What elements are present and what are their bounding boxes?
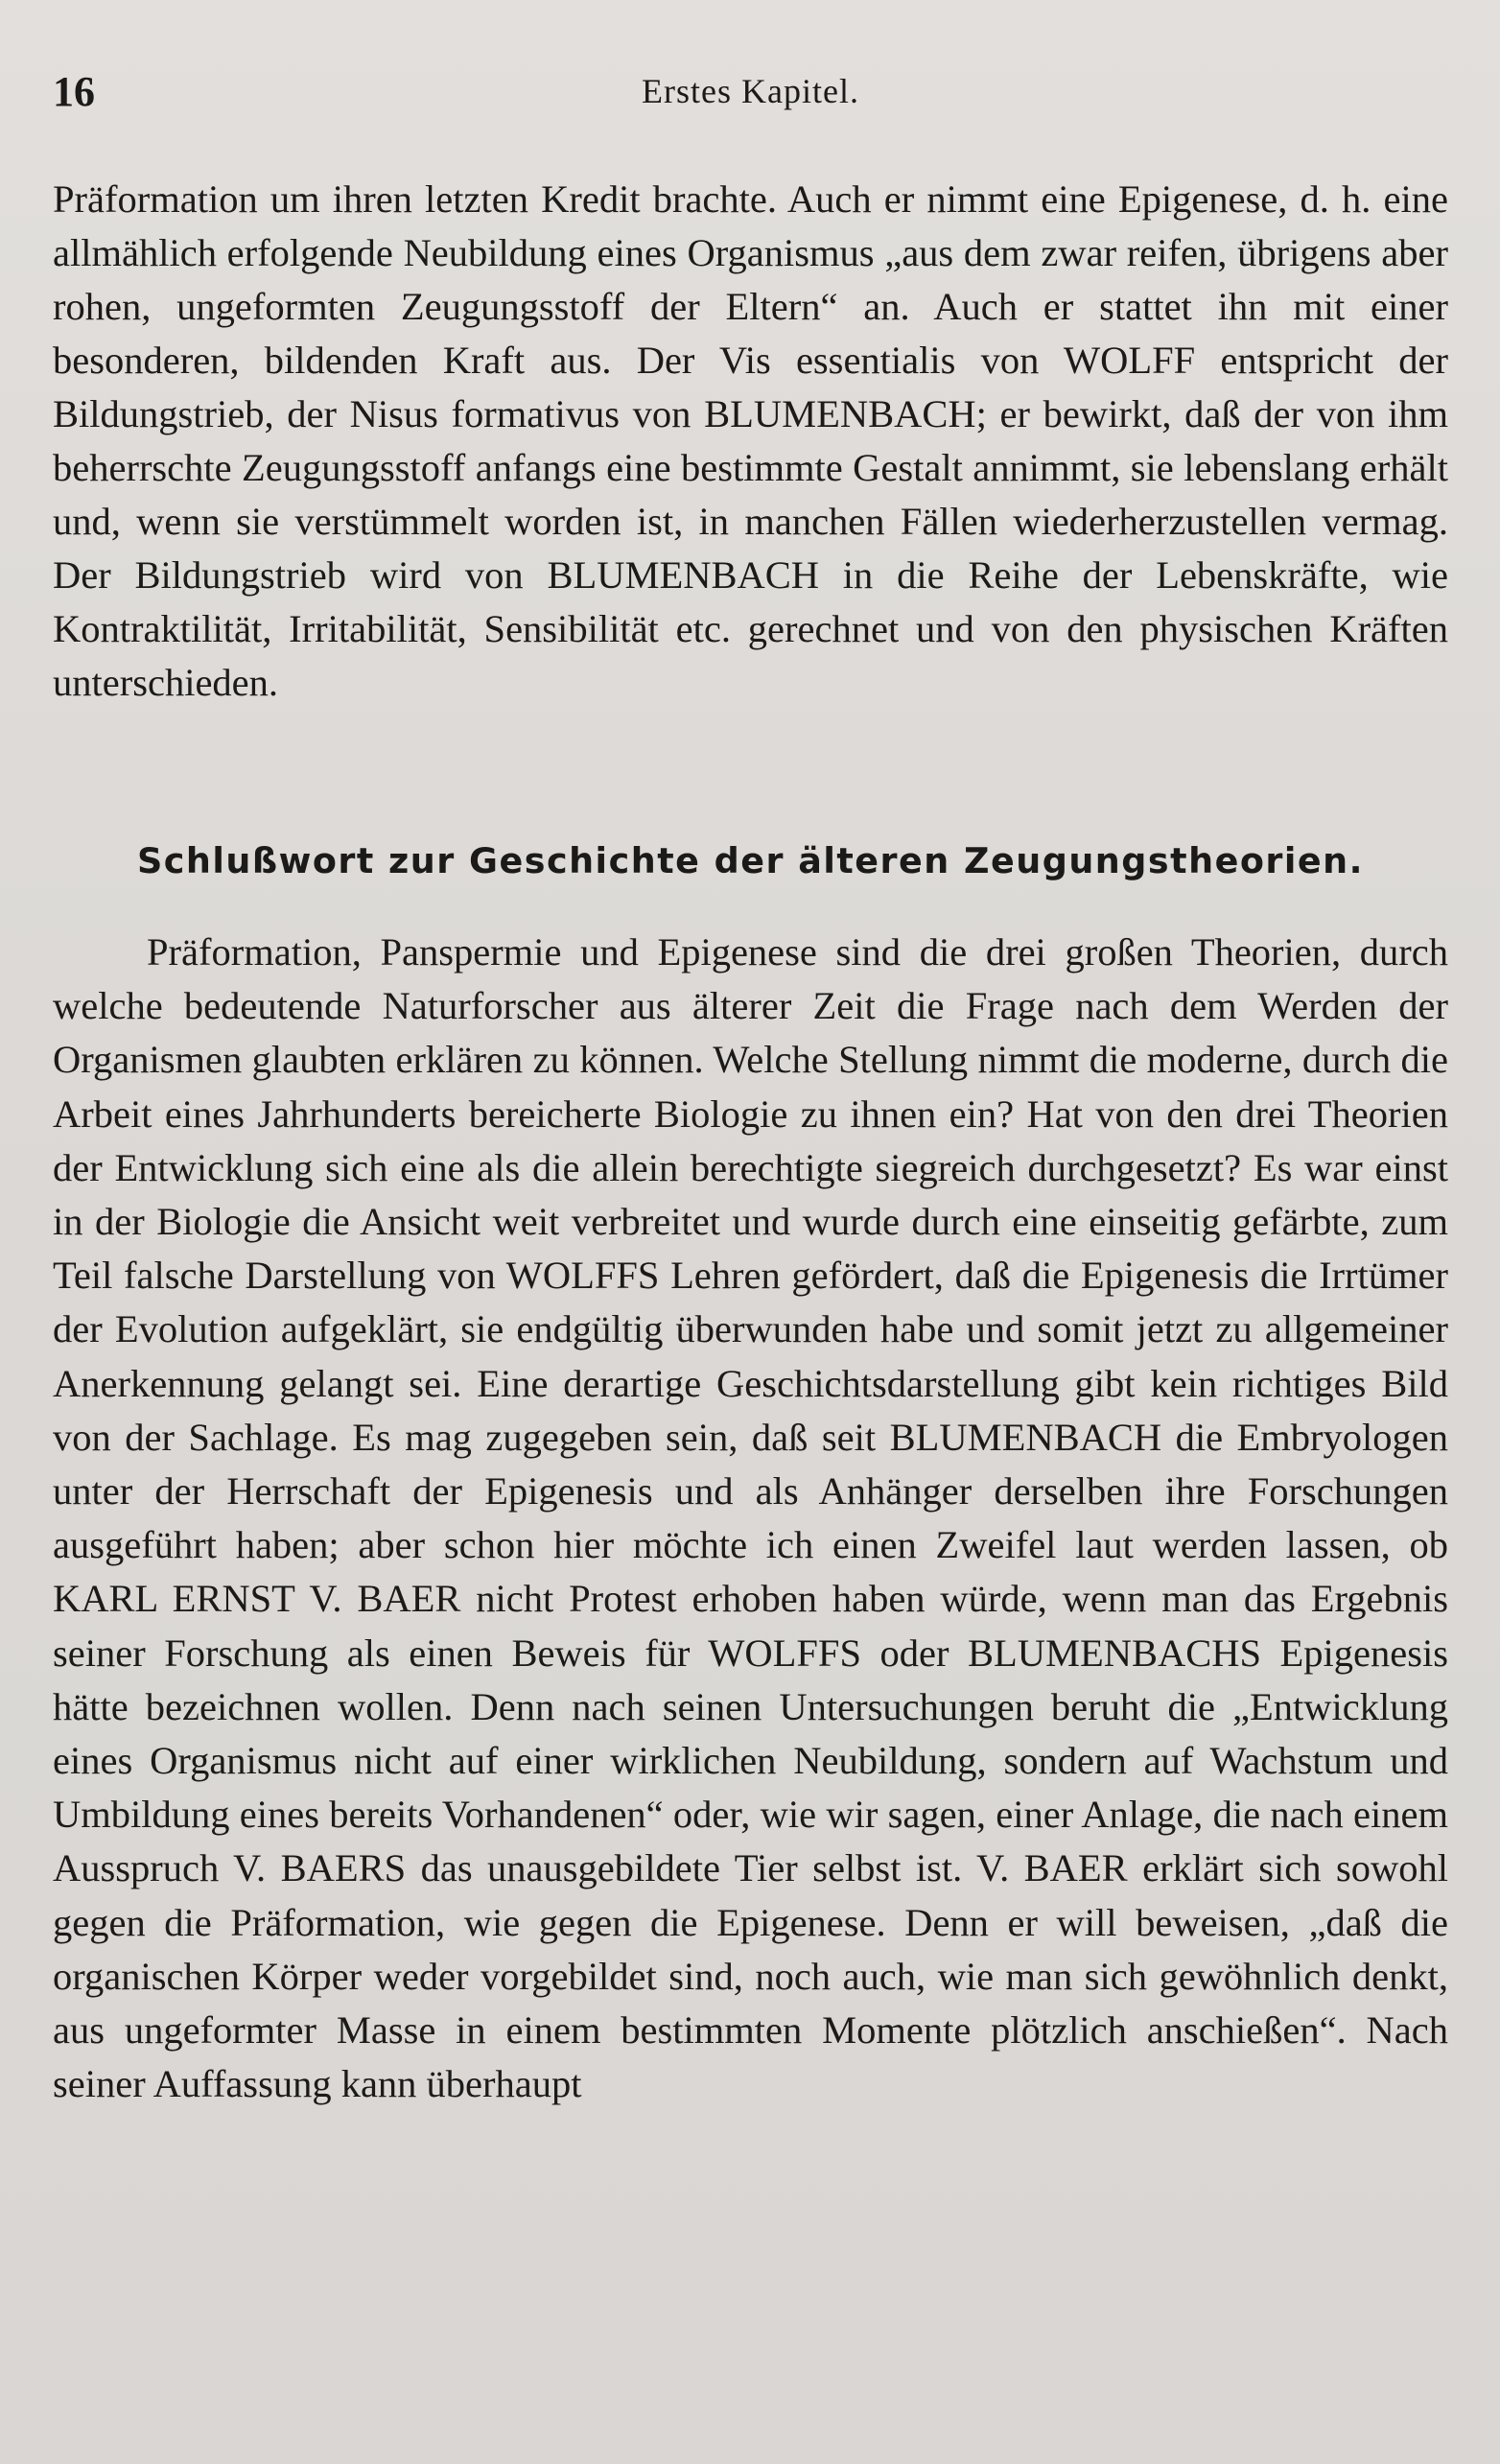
- paragraph-2: Präformation, Panspermie und Epigenese sind die drei großen Theorien, durch welche bedeutende Naturforscher aus älterer Zeit die Frage nach dem Werden der Organismen glaubten erklären zu können. Welche Stellung nimmt die moderne, durch die Arbeit eines Jahrhunderts bereicherte Biologie zu ihnen ein? Hat von den drei Theorien der Entwicklung sich eine als die allein berechtigte siegreich durchgesetzt? Es war einst in der Biologie die Ansicht weit verbreitet und wurde durch eine einseitig gefärbte, zum Teil falsche Darstellung von WOLFFS Lehren gefördert, daß die Epigenesis die Irrtümer der Evolution aufgeklärt, sie endgültig überwunden habe und somit jetzt zu allgemeiner Anerkennung gelangt sei. Eine derartige Geschichtsdarstellung gibt kein richtiges Bild von der Sachlage. Es mag zugegeben sein, daß seit BLUMENBACH die Embryologen unter der Herrschaft der Epigenesis und als Anhänger derselben ihre Forschungen ausgeführt haben; aber schon hier möchte ich einen Zweifel laut werden lassen, ob KARL ERNST V. BAER nicht Protest erhoben haben würde, wenn man das Ergebnis seiner Forschung als einen Beweis für WOLFFS oder BLUMENBACHS Epigenesis hätte bezeichnen wollen. Denn nach seinen Untersuchungen beruht die „Entwicklung eines Organismus nicht auf einer wirklichen Neubildung, sondern auf Wachstum und Umbildung eines bereits Vorhandenen“ oder, wie wir sagen, einer Anlage, die nach einem Ausspruch V. BAERS das unausgebildete Tier selbst ist. V. BAER erklärt sich sowohl gegen die Präformation, wie gegen die Epigenese. Denn er will beweisen, „daß die organischen Körper weder vorgebildet sind, noch auch, wie man sich gewöhnlich denkt, aus ungeformter Masse in einem bestimmten Momente plötzlich anschießen“. Nach seiner Auffassung kann überhaupt: [53, 930, 1448, 2106]
- running-head: Erstes Kapitel.: [642, 72, 859, 110]
- section-heading: Schlußwort zur Geschichte der älteren Zeugungstheorien.: [136, 840, 1365, 881]
- page-number: 16: [53, 68, 95, 115]
- page-header: [53, 67, 1448, 125]
- paragraph-1: Präformation um ihren letzten Kredit brachte. Auch er nimmt eine Epigenese, d. h. eine allmählich erfolgende Neubildung eines Organismus „aus dem zwar reifen, übrigens aber rohen, ungeformten Zeugungsstoff der Eltern“ an. Auch er stattet ihn mit einer besonderen, bildenden Kraft aus. Der Vis essentialis von WOLFF entspricht der Bildungstrieb, der Nisus formativus von BLUMENBACH; er bewirkt, daß der von ihm beherrschte Zeugungsstoff anfangs eine bestimmte Gestalt annimmt, sie lebenslang erhält und, wenn sie verstümmelt worden ist, in manchen Fällen wiederherzustellen vermag. Der Bildungstrieb wird von BLUMENBACH in die Reihe der Lebenskräfte, wie Kontraktilität, Irritabilität, Sensibilität etc. gerechnet und von den physischen Kräften unterschieden.: [53, 177, 1448, 704]
